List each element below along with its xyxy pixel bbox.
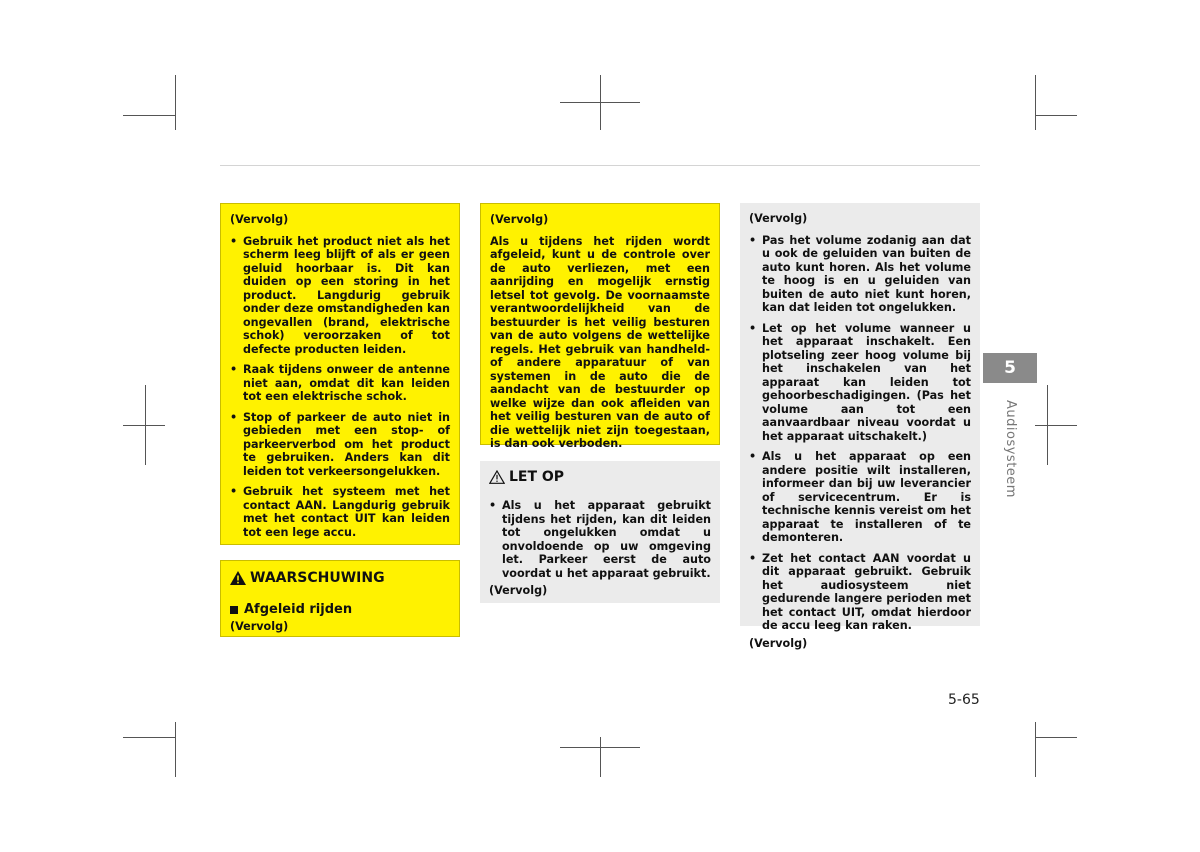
vervolg-label: (Vervolg): [490, 213, 549, 226]
list-item: • Let op het volume wanneer u het apparaat inschakelt. Een plotseling zeer hoog volume bij het inschakelen van het apparaat kan leiden tot gehoorbeschadigingen. (Pas het volume aan tot een aanvaardbaar niveau voordat u het apparaat uitschakelt.): [749, 322, 971, 444]
caution-heading: [489, 469, 711, 485]
vervolg-label: (Vervolg): [749, 636, 808, 650]
list-item: • Stop of parkeer de auto niet in gebieden met een stop- of parkeerverbod om het product te gebruiken. Anders kan dit leiden tot verkeersongelukken.: [230, 411, 450, 479]
list-item: • Gebruik het product niet als het scherm leeg blijft of als er geen geluid hoorbaar is. Dit kan duiden op een storing in het product. Langdurig gebruik onder deze omstandigheden kan ongevallen (brand, elektrische schok) veroorzaken of tot defecte producten leiden.: [230, 235, 450, 357]
square-bullet-icon: [230, 606, 238, 614]
list-item: • Als u het apparaat op een andere positie wilt installeren, informeer dan bij uw leverancier of servicecentrum. Er is technische kennis vereist om het apparaat te installeren of te demonteren.: [749, 450, 971, 545]
warning-list: [230, 235, 450, 540]
col2-warning-continued-box: [480, 203, 720, 450]
col1-warning-box: [220, 560, 460, 637]
caution-list: [489, 499, 711, 580]
vervolg-label: (Vervolg): [230, 213, 289, 226]
page-number: 5-65: [948, 692, 980, 708]
caution-list: [749, 234, 971, 633]
chapter-label: Audiosysteem: [1003, 400, 1018, 498]
warning-title: WAARSCHUWING: [250, 570, 385, 586]
list-item: • Pas het volume zodanig aan dat u ook de geluiden van buiten de auto kunt horen. Als het volume te hoog is en u geluiden van buiten de auto niet kunt horen, kan dat leiden tot ongelukken.: [749, 234, 971, 315]
list-item: • Als u het apparaat gebruikt tijdens het rijden, kan dit leiden tot ongelukken omdat u onvoldoende op uw omgeving let. Parkeer eerst de auto voordat u het apparaat gebruikt.: [489, 499, 711, 580]
section-heading: [230, 602, 450, 618]
chapter-tab: 5: [983, 353, 1037, 383]
header-rule: [220, 165, 980, 166]
warning-paragraph: Als u tijdens het rijden wordt afgeleid, kunt u de controle over de auto verliezen, met een aanrijding en mogelijk ernstig letsel tot gevolg. De voornaamste verantwoordelijkheid van de bestuurder is het veilig besturen van de auto volgens de wettelijke regels. Het gebruik van handheld- of andere apparatuur of van systemen in de auto die de aandacht van de bestuurder op welke wijze dan ook afleiden van het veilig besturen van de auto of die wettelijk niet zijn toegestaan, is dan ook verboden.: [490, 234, 710, 450]
list-item: • Raak tijdens onweer de antenne niet aan, omdat dit kan leiden tot een elektrische schok.: [230, 363, 450, 404]
list-item: • Zet het contact AAN voordat u dit apparaat gebruikt. Gebruik het audiosysteem niet gedurende langere perioden met het contact UIT, omdat hierdoor de accu leeg kan raken.: [749, 552, 971, 633]
col1-warning-continued-box: [220, 203, 460, 545]
col2-caution-box: [480, 461, 720, 603]
list-item: • Gebruik het systeem met het contact AAN. Langdurig gebruik met het contact UIT kan leiden tot een lege accu.: [230, 485, 450, 539]
vervolg-label: (Vervolg): [230, 620, 289, 633]
section-title: Afgeleid rijden: [244, 602, 353, 617]
vervolg-label: (Vervolg): [489, 584, 548, 597]
caution-title: LET OP: [509, 469, 565, 485]
warning-heading: [230, 570, 450, 586]
vervolg-label: (Vervolg): [749, 212, 808, 225]
col3-caution-continued-box: [740, 203, 980, 650]
warning-triangle-icon: [230, 571, 246, 585]
caution-triangle-icon: [489, 470, 505, 484]
